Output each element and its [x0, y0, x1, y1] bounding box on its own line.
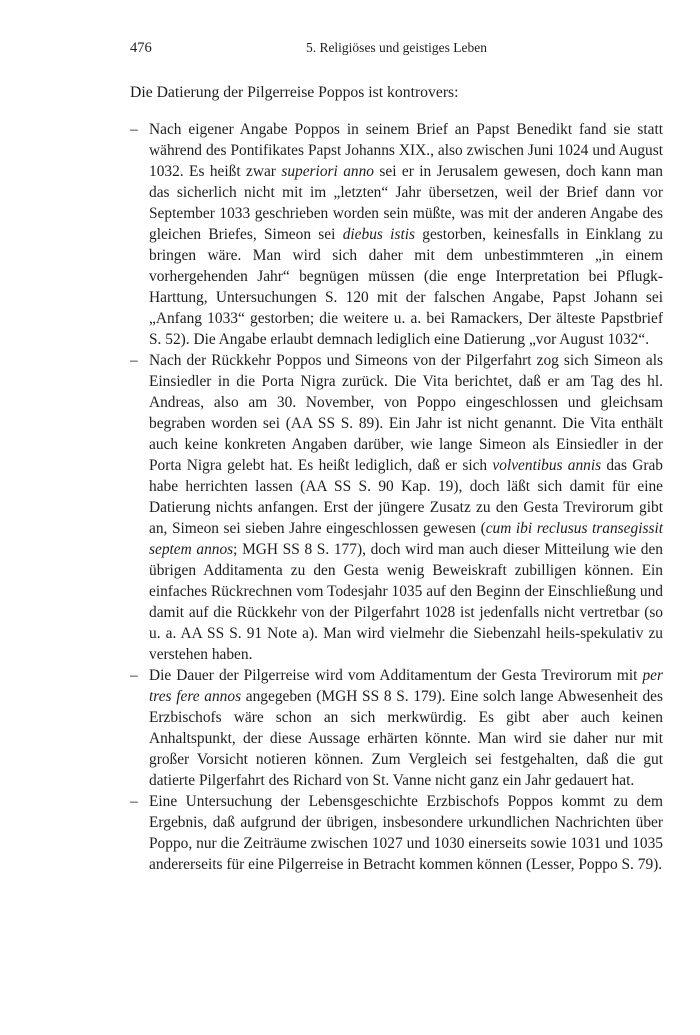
- dash-marker: –: [130, 120, 138, 138]
- page-header: [130, 40, 663, 60]
- text-run: ; MGH SS 8 S. 177), doch wird man auch dieser Mitteilung wie den übrigen Additamenta zu den Gesta wenig Beweiskraft zubilligen können. Ein einfaches Rückrechnen vom Todesjahr 1035 auf den Beginn der Einschließung und damit auf die Rückkehr von der Pilgerfahrt 1028 ist jedenfalls nicht vertretbar (so u. a. AA SS S. 91 Note a). Man wird vielmehr die Siebenzahl heils-spekulativ zu verstehen haben.: [149, 540, 664, 663]
- intro-sentence: Die Datierung der Pilgerreise Poppos ist kontrovers:: [130, 84, 459, 101]
- italic-citation: volventibus annis: [492, 456, 602, 474]
- italic-citation: per tres fere annos: [149, 666, 663, 705]
- list-item: [130, 350, 663, 665]
- text-run: angegeben (MGH SS 8 S. 179). Eine solch lange Abwesenheit des Erzbischofs wäre schon an sich merkwürdig. Es gibt aber auch keinen Anhaltspunkt, der diese Aussage erhärten könnte. Man wird sie daher nur mit großer Vorsicht notieren können. Zum Vergleich sei festgehalten, daß die gut datierte Pilgerfahrt des Richard von St. Vanne nicht ganz ein Jahr gedauert hat.: [149, 687, 663, 789]
- text-run: sei er in Jerusalem gewesen, doch kann man das sicherlich nicht mit im „letzten“ Jahr übersetzen, weil der Brief dann vor September 1033 geschrieben worden sein müßte, was mit der anderen Angabe des gleichen Briefes, Simeon sei: [149, 162, 663, 243]
- list-item-text: [149, 793, 663, 873]
- text-run: Nach der Rückkehr Poppos und Simeons von der Pilgerfahrt zog sich Simeon als Einsiedler in die Porta Nigra zurück. Die Vita berichtet, daß er am Tag des hl. Andreas, also am 30. November, von Poppo eingeschlossen und gleichsam begraben worden sei (AA SS S. 89). Ein Jahr ist nicht genannt. Die Vita enthält auch keine konkreten Angaben darüber, wie lange Simeon als Einsiedler in der Porta Nigra gelebt hat. Es heißt lediglich, daß er sich: [149, 351, 663, 474]
- text-run: gestorben, keinesfalls in Einklang zu bringen wäre. Man wird sich daher mit dem unbestimmteren „in einem vorhergehenden Jahr“ begnügen müssen (die enge Interpretation bei Pflugk-Harttung, Untersuchungen S. 120 mit der falschen Angabe, Papst Johann sei „Anfang 1033“ gestorben; die weitere u. a. bei Ramackers, Der älteste Papstbrief S. 52). Die Angabe erlaubt demnach lediglich eine Datierung „vor August 1032“.: [149, 225, 663, 348]
- text-run: das Grab habe herrichten lassen (AA SS S. 90 Kap. 19), doch läßt sich damit für eine Datierung nichts anfangen. Erst der jüngere Zusatz zu den Gesta Trevirorum gibt an, Simeon sei sieben Jahre eingeschlossen gewesen (: [149, 456, 663, 537]
- text-run: Eine Untersuchung der Lebensgeschichte Erzbischofs Poppos kommt zu dem Ergebnis, daß aufgrund der übrigen, insbesondere urkundlichen Nachrichten über Poppo, nur die Zeiträume zwischen 1027 und 1030 einerseits sowie 1031 und 1035 andererseits für eine Pilgerreise in Betracht kommen können (Lesser, Poppo S. 79).: [149, 792, 663, 873]
- page-number: 476: [130, 40, 152, 56]
- list-item-text: [149, 352, 663, 663]
- list-item: [130, 791, 663, 875]
- dash-marker: –: [130, 351, 138, 369]
- argument-list: [130, 119, 663, 875]
- dash-marker: –: [130, 666, 138, 684]
- book-page: [130, 40, 663, 875]
- list-item-text: [149, 121, 663, 348]
- italic-citation: diebus istis: [342, 225, 415, 243]
- dash-marker: –: [130, 792, 138, 810]
- text-run: Die Dauer der Pilgerreise wird vom Additamentum der Gesta Trevirorum mit: [149, 666, 643, 684]
- list-item: [130, 119, 663, 350]
- list-item-text: [149, 667, 663, 789]
- running-head: 5. Religiöses und geistiges Leben: [305, 40, 488, 55]
- list-item: [130, 665, 663, 791]
- italic-citation: superiori anno: [281, 162, 374, 180]
- italic-citation: cum ibi reclusus transegissit septem annos: [149, 519, 663, 558]
- text-run: Nach eigener Angabe Poppos in seinem Brief an Papst Benedikt fand sie statt während des Pontifikates Papst Johanns XIX., also zwischen Juni 1024 und August 1032. Es heißt zwar: [149, 120, 663, 180]
